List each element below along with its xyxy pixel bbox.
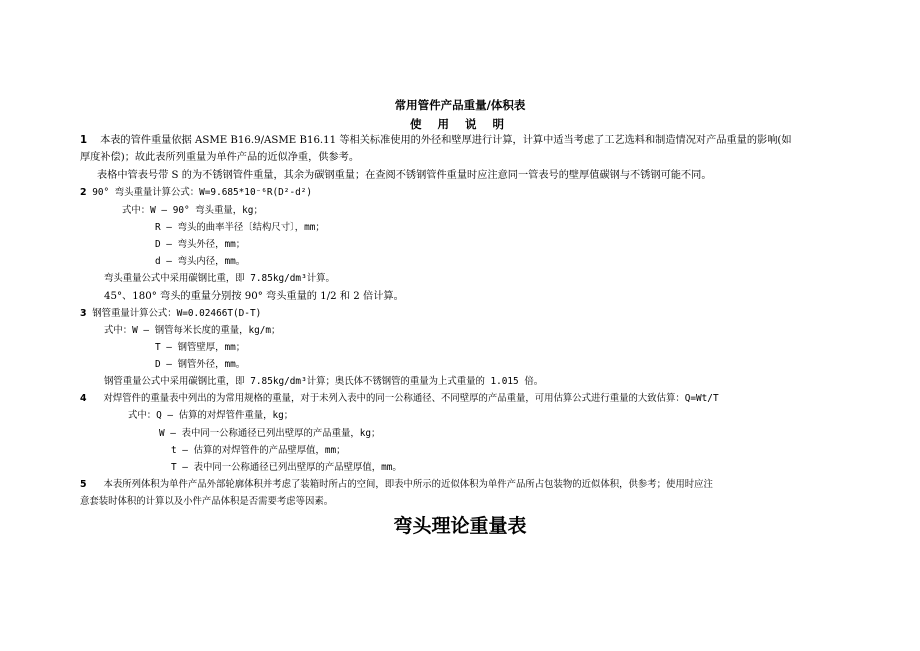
elbow-density-note: 弯头重量公式中采用碳钢比重，即 7.85kg/dm³计算。 [104,273,335,284]
paragraph-4-line-1 [80,392,719,406]
paragraph-3-heading [80,307,261,321]
elbow-where-outer-d: D — 弯头外径，mm； [155,239,246,250]
estimate-where-w: W — 表中同一公称通径已列出壁厚的产品重量，kg； [159,428,381,439]
pipe-density-note: 钢管重量公式中采用碳钢比重，即 7.85kg/dm³计算；奥氏体不锈钢管的重量为上式重量的 1.015 倍。 [104,376,544,387]
paragraph-4-text-1: 对焊管件的重量表中列出的为常用规格的重量，对于未列入表中的同一公称通径、不同壁厚的产品重量，可用估算公式进行重量的大致估算：Q=Wt/T [103,393,719,404]
paragraph-2-number: 2 [80,187,87,198]
estimate-where-t-big: T — 表中同一公称通径已列出壁厚的产品壁厚值，mm。 [171,462,402,473]
paragraph-3-number: 3 [80,308,87,319]
paragraph-1-text-1: 本表的管件重量依据 ASME B16.9/ASME B16.11 等相关标准使用的外径和壁厚进行计算，计算中适当考虑了工艺选料和制造情况对产品重量的影响(如 [100,135,792,146]
paragraph-2-heading [80,186,312,200]
estimate-where-q: 式中：Q — 估算的对焊管件重量，kg； [128,410,294,421]
paragraph-1-line-2: 厚度补偿)；故此表所列重量为单件产品的近似净重，供参考。 [80,152,360,163]
paragraph-1-number: 1 [80,135,88,146]
pipe-weight-formula: 钢管重量计算公式：W=0.02466T(D-T) [92,308,262,319]
elbow-where-w: 式中：W — 90° 弯头重量，kg； [122,205,263,216]
paragraph-5-line-2: 意套装时体积的计算以及小件产品体积是否需要考虑等因素。 [80,496,334,507]
estimate-where-t-small: t — 估算的对焊管件的产品壁厚值，mm； [171,445,346,456]
elbow-angle-note: 45°、180° 弯头的重量分别按 90° 弯头重量的 1/2 和 2 倍计算。 [104,291,404,302]
paragraph-5-text-1: 本表所列体积为单件产品外部轮廓体积并考虑了装箱时所占的空间，即表中所示的近似体积为单件产品所占包装物的近似体积，供参考；使用时应注 [103,479,713,490]
pipe-where-d: D — 钢管外径，mm。 [155,359,246,370]
pipe-where-w: 式中：W — 钢管每米长度的重量，kg/m； [104,325,281,336]
section-title: 弯头理论重量表 [393,515,527,537]
document-title: 常用管件产品重量/体积表 [394,98,526,112]
elbow-where-inner-d: d — 弯头内径，mm。 [155,256,246,267]
paragraph-1-line-3: 表格中管表号带 S 的为不锈钢管件重量，其余为碳钢重量；在查阅不锈钢管件重量时应注意同一管表号的壁厚值碳钢与不锈钢可能不同。 [97,170,712,181]
paragraph-4-number: 4 [80,393,87,404]
document-subtitle: 使 用 说 明 [409,117,510,131]
paragraph-5-number: 5 [80,479,87,490]
elbow-weight-formula: 90° 弯头重量计算公式：W=9.685*10⁻⁶R(D²-d²) [92,187,313,198]
elbow-where-r: R — 弯头的曲率半径〔结构尺寸〕，mm； [155,222,325,233]
paragraph-1-line-1 [80,134,792,148]
paragraph-5-line-1 [80,478,713,492]
pipe-where-t: T — 钢管壁厚，mm； [155,342,246,353]
